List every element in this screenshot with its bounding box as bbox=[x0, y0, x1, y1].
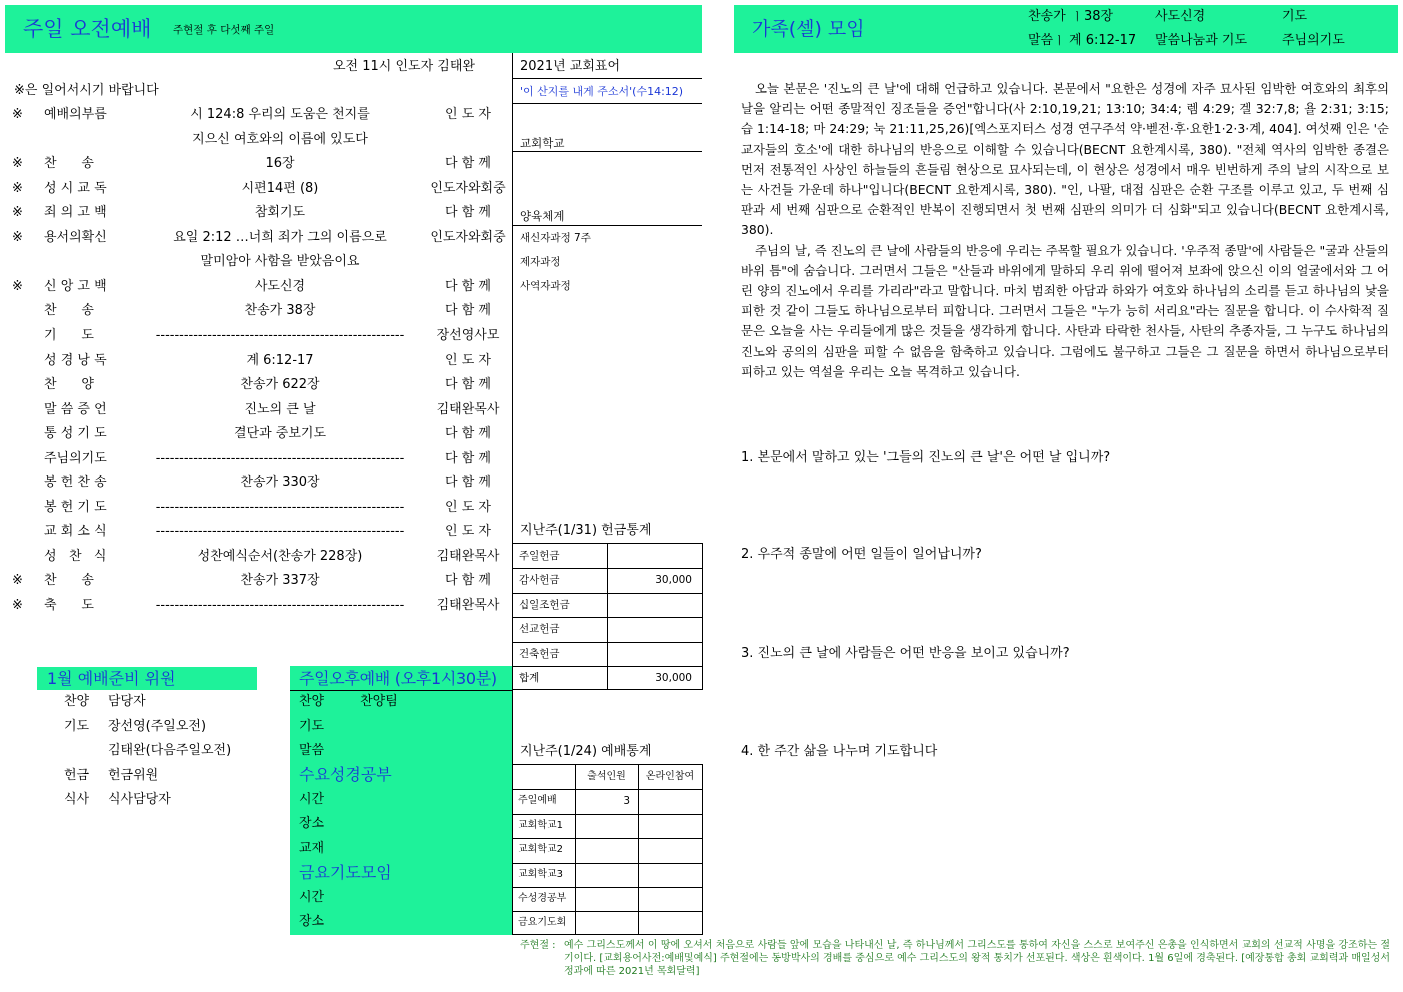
stand-mark: ※ bbox=[12, 107, 23, 122]
prayer-label: 기도 bbox=[1282, 9, 1308, 24]
afternoon-value: 찬양팀 bbox=[360, 694, 398, 709]
order-item-name: 축 도 bbox=[44, 598, 94, 613]
service-order-row bbox=[12, 398, 507, 422]
order-item-leader: 다 함 께 bbox=[445, 303, 491, 319]
service-order-row bbox=[12, 520, 507, 544]
footer-text: 예수 그리스도께서 이 땅에 오셔서 처음으로 사람들 앞에 모습을 나타내신 날, 즉 하나님께서 그리스도를 통하여 자신을 스스로 보여주신 은총을 인식하면서 교회의 선교적 사명을 강조하는 절기이다. [교회용어사전:예배및예식] 주현절에는 동방박사의 경배를 중심으로 예수 그리스도의 왕적 통치가 선포된다. 색상은 흰색이다. 1월 6일에 경축된다. [예장통합 총회 교회력과 매일성서정과에 따른 2021년 목회달력] bbox=[564, 940, 1390, 977]
order-item-name: 용서의확신 bbox=[44, 229, 107, 245]
motto-bottom-line bbox=[512, 103, 702, 104]
order-item-content: ----------------------------------------------------- bbox=[155, 327, 405, 343]
article-paragraph: 주님의 날, 즉 진노의 큰 날에 사람들의 반응에 우리는 주목할 필요가 있습니다. '우주적 종말'에 사람들은 "굴과 산들의 바위 틈"에 숨습니다. 그러면서 그들은 "산들과 바위에게 말하되 우리 위에 떨어져 보좌에 앉으신 이의 얼굴에서와 그 어린 양의 진노에서 우리를 가리라"라고 말합니다. 마치 범죄한 아담과 하와가 여호와 하나님의 소리를 듣고 하나님의 낯을 피한 것 같이 그들도 하나님으로부터 피합니다. 그러면서 그들은 "누가 능히 서리요"라는 질문을 합니다. 이 수사학적 질문은 오늘을 사는 우리들에게 많은 것들을 생각하게 합니다. 사탄과 타락한 천사들, 사탄의 추종자들, 그 누구도 하나님의 진노와 공의의 심판을 피할 수 없음을 함축하고 있습니다. 그럼에도 불구하고 그들은 그 질문을 하면서 하나님으로부터 피하고 있는 역설을 우리는 오늘 목격하고 있습니다. bbox=[741, 242, 1389, 379]
order-item-name: 주님의기도 bbox=[44, 450, 107, 466]
attendance-label: 교회학교3 bbox=[518, 868, 564, 880]
order-item-content: 찬송가 337장 bbox=[240, 573, 320, 589]
service-order-row bbox=[12, 324, 507, 348]
prep-role: 헌금 bbox=[64, 767, 90, 783]
service-order-row bbox=[12, 422, 507, 446]
order-item-leader: 다 함 께 bbox=[445, 156, 491, 172]
service-order-row bbox=[12, 349, 507, 373]
order-item-leader: 다 함 께 bbox=[445, 377, 491, 393]
service-order-row bbox=[12, 177, 507, 201]
service-order-row bbox=[12, 569, 507, 593]
cell-meeting-title: 가족(셀) 모임 bbox=[752, 18, 865, 40]
order-item-leader: 다 함 께 bbox=[445, 205, 491, 221]
order-item-name: 찬 양 bbox=[44, 377, 94, 393]
service-order-row bbox=[12, 496, 507, 520]
edu-item: 새신자과정 7주 bbox=[520, 232, 591, 244]
order-item-content: 말미암아 사함을 받았음이요 bbox=[200, 254, 360, 270]
service-subtitle: 주현절 후 다섯째 주일 bbox=[173, 24, 275, 36]
order-item-content: 찬송가 38장 bbox=[244, 303, 316, 319]
hymn-key: 찬송가 bbox=[1028, 9, 1066, 24]
wednesday-row: 장소 bbox=[299, 816, 325, 831]
order-item-leader: 인 도 자 bbox=[445, 499, 491, 515]
service-order-row bbox=[12, 275, 507, 299]
stand-mark: ※ bbox=[12, 573, 23, 589]
question: 4. 한 주간 삶을 나누며 기도합니다 bbox=[741, 744, 938, 759]
order-item-content: 시편14편 (8) bbox=[241, 180, 319, 196]
order-item-leader: 인 도 자 bbox=[445, 524, 491, 540]
afternoon-title: 주일오후예배 (오후1시30분) bbox=[299, 669, 497, 688]
order-item-name: 기 도 bbox=[44, 327, 94, 343]
order-item-content: 16장 bbox=[265, 156, 295, 172]
order-item-content: 사도신경 bbox=[254, 278, 306, 294]
word-value: 계 6:12-17 bbox=[1069, 33, 1137, 48]
order-item-content: 성찬예식순서(찬송가 228장) bbox=[197, 548, 363, 564]
question: 3. 진노의 큰 날에 사람들은 어떤 반응을 보이고 있습니까? bbox=[741, 646, 1070, 661]
order-item-name: 찬 송 bbox=[44, 156, 94, 172]
question: 2. 우주적 종말에 어떤 일들이 일어납니까? bbox=[741, 547, 982, 562]
order-item-content: 결단과 중보기도 bbox=[233, 426, 327, 442]
stand-mark: ※ bbox=[12, 229, 23, 245]
order-item-content: 찬송가 330장 bbox=[240, 475, 320, 491]
motto-label: 2021년 교회표어 bbox=[520, 59, 621, 74]
offering-value: 30,000 bbox=[655, 574, 692, 587]
service-order-row bbox=[12, 471, 507, 495]
attendance-header: 온라인참여 bbox=[645, 771, 695, 782]
service-order-row bbox=[12, 545, 507, 569]
article bbox=[741, 79, 1389, 382]
edu-item: 사역자과정 bbox=[520, 280, 571, 292]
stand-mark: ※ bbox=[12, 205, 23, 221]
order-item-leader: 김태완목사 bbox=[436, 598, 500, 613]
service-order-row bbox=[12, 299, 507, 323]
motto-text: '이 산지를 내게 주소서'(수14:12) bbox=[520, 85, 684, 98]
order-item-name: 예배의부름 bbox=[44, 107, 107, 122]
order-item-name: 신 앙 고 백 bbox=[44, 278, 107, 294]
stand-mark: ※ bbox=[12, 180, 23, 196]
prep-person: 김태완(다음주일오전) bbox=[108, 743, 232, 758]
order-item-leader: 다 함 께 bbox=[445, 450, 491, 466]
offering-table bbox=[512, 543, 703, 690]
order-item-name: 성 경 낭 독 bbox=[44, 352, 107, 368]
lords-prayer-label: 주님의기도 bbox=[1282, 33, 1345, 48]
order-item-leader: 인도자와회중 bbox=[430, 180, 506, 196]
offering-label: 합계 bbox=[519, 672, 540, 684]
offering-label: 건축헌금 bbox=[519, 647, 560, 660]
footer-note bbox=[520, 939, 1392, 978]
order-item-content: 계 6:12-17 bbox=[246, 352, 314, 368]
prep-title-bar bbox=[37, 667, 257, 690]
creed-label: 사도신경 bbox=[1155, 9, 1206, 24]
service-order-row bbox=[12, 103, 507, 127]
offering-label: 선교헌금 bbox=[519, 623, 560, 636]
order-item-leader: 다 함 께 bbox=[445, 475, 491, 491]
order-item-name: 봉 헌 기 도 bbox=[44, 499, 107, 515]
service-order-row bbox=[12, 250, 507, 274]
order-item-content: 요일 2:12 …너희 죄가 그의 이름으로 bbox=[173, 229, 387, 245]
afternoon-row-word: 말씀 bbox=[299, 743, 325, 758]
attendance-header: 출석인원 bbox=[587, 771, 626, 782]
order-item-content: ----------------------------------------------------- bbox=[155, 499, 405, 515]
prep-title: 1월 예배준비 위원 bbox=[47, 669, 176, 688]
service-order-row bbox=[12, 373, 507, 397]
offering-label: 주일헌금 bbox=[519, 550, 560, 562]
order-item-name: 말 씀 증 언 bbox=[44, 401, 107, 417]
prep-person: 식사담당자 bbox=[108, 792, 171, 807]
prep-role: 기도 bbox=[64, 718, 90, 734]
edu-item: 제자과정 bbox=[520, 256, 561, 268]
stand-mark: ※ bbox=[12, 598, 23, 613]
right-header-bar bbox=[734, 5, 1398, 53]
service-title: 주일 오전예배 bbox=[23, 17, 152, 41]
service-order-row bbox=[12, 594, 507, 618]
afternoon-box bbox=[290, 666, 512, 935]
left-header-bar bbox=[5, 5, 702, 53]
offering-label: 십일조헌금 bbox=[519, 598, 570, 611]
service-order-row bbox=[12, 152, 507, 176]
wednesday-row: 시간 bbox=[299, 792, 325, 807]
attendance-label: 교회학교2 bbox=[518, 844, 564, 856]
wednesday-title: 수요성경공부 bbox=[299, 765, 392, 784]
wednesday-row: 교재 bbox=[299, 841, 325, 856]
prep-person: 담당자 bbox=[108, 694, 146, 709]
divider-mark: ㅣ bbox=[1072, 10, 1083, 23]
order-item-content: 지으신 여호와의 이름에 있도다 bbox=[192, 131, 368, 147]
order-item-content: 진노의 큰 날 bbox=[244, 401, 316, 417]
word-key: 말씀 bbox=[1028, 33, 1054, 48]
divider-mark: ㅣ bbox=[1054, 34, 1065, 47]
stand-mark: ※ bbox=[12, 156, 23, 172]
order-item-content: 찬송가 622장 bbox=[240, 377, 320, 393]
order-item-content: 시 124:8 우리의 도움은 천지를 bbox=[190, 107, 370, 122]
friday-row: 시간 bbox=[299, 890, 325, 905]
attendance-label: 금요기도회 bbox=[518, 917, 567, 929]
order-item-name: 찬 송 bbox=[44, 303, 94, 319]
hymn-value: 38장 bbox=[1084, 9, 1114, 24]
attendance-title: 지난주(1/24) 예배통계 bbox=[520, 744, 652, 759]
order-item-content: 참회기도 bbox=[254, 205, 306, 221]
offering-title: 지난주(1/31) 헌금통계 bbox=[520, 523, 652, 538]
order-item-leader: 김태완목사 bbox=[436, 548, 500, 564]
attendance-table bbox=[512, 764, 703, 935]
edu-label: 양육체계 bbox=[520, 209, 565, 223]
order-item-name: 통 성 기 도 bbox=[44, 426, 107, 442]
order-item-leader: 장선영사모 bbox=[436, 327, 500, 343]
afternoon-key: 찬양 bbox=[299, 694, 325, 709]
service-order-row bbox=[12, 447, 507, 471]
afternoon-row-praise bbox=[299, 690, 398, 715]
stand-mark: ※ bbox=[12, 278, 23, 294]
attendance-label: 주일예배 bbox=[518, 795, 557, 807]
prep-person: 헌금위원 bbox=[108, 767, 159, 783]
prep-role: 식사 bbox=[64, 792, 90, 807]
offering-label: 감사헌금 bbox=[519, 574, 560, 587]
sharing-label: 말씀나눔과 기도 bbox=[1155, 33, 1248, 48]
service-order-row bbox=[12, 226, 507, 250]
service-order-row bbox=[12, 201, 507, 225]
order-item-content: ----------------------------------------------------- bbox=[155, 450, 405, 466]
order-item-leader: 인 도 자 bbox=[445, 352, 491, 368]
friday-title: 금요기도모임 bbox=[299, 863, 392, 882]
school-line bbox=[512, 151, 702, 152]
order-item-leader: 인도자와회중 bbox=[430, 229, 506, 245]
order-item-leader: 김태완목사 bbox=[436, 401, 500, 417]
service-order-row bbox=[12, 128, 507, 152]
order-item-name: 봉 헌 찬 송 bbox=[44, 475, 107, 491]
friday-row: 장소 bbox=[299, 914, 325, 929]
prep-person: 장선영(주일오전) bbox=[108, 718, 207, 734]
order-item-leader: 다 함 께 bbox=[445, 426, 491, 442]
question: 1. 본문에서 말하고 있는 '그들의 진노의 큰 날'은 어떤 날 입니까? bbox=[741, 450, 1111, 465]
attendance-label: 수성경공부 bbox=[518, 893, 567, 904]
school-label: 교회학교 bbox=[520, 136, 565, 150]
article-paragraph: 오늘 본문은 '진노의 큰 날'에 대해 언급하고 있습니다. 본문에서 "요한은 성경에 자주 묘사된 임박한 여호와의 최후의 날을 알리는 어떤 종말적인 징조들을 증언"합니다(사 2:10,19,21; 13:10; 34:4; 렘 4:29; 겔 32:7,8; 욜 2:31; 3:15; 습 1:14-18; 마 24:29; 눅 21:11,25,26)[엑스포지터스 성경 연구주석 약·벧전·후·요한1·2·3·계, 404]. 여섯째 인은 '순교자들의 호소'에 대한 하나님의 반응으로 이해할 수 있습니다(BECNT 요한계시록, 380). "전체 역사의 임박한 종결은 먼저 전통적인 사상인 하늘들의 흔들림 현상으로 묘사되는데, 이 현상은 성경에서 매우 빈번하게 주의 날의 시작으로 보는 사건들 가운데 하나"입니다(BECNT 요한계시록, 380). "인, 나팔, 대접 심판은 순환 구조를 이루고 있고, 두 번째 심판과 세 번째 심판으로 순환적인 반복이 진행되면서 첫 번째 심판의 의미가 더 심화"되고 있습니다(BECNT 요한계시록, 380). bbox=[741, 81, 1389, 238]
order-item-name: 성 시 교 독 bbox=[44, 180, 107, 196]
attendance-count: 3 bbox=[623, 795, 630, 808]
stand-note: ※은 일어서시기 바랍니다 bbox=[14, 83, 159, 98]
order-item-content: ----------------------------------------------------- bbox=[155, 524, 405, 540]
prep-role: 찬양 bbox=[64, 694, 90, 709]
order-item-name: 찬 송 bbox=[44, 573, 94, 589]
afternoon-row-prayer: 기도 bbox=[299, 719, 325, 734]
order-item-leader: 다 함 께 bbox=[445, 573, 491, 589]
order-item-content: ----------------------------------------------------- bbox=[155, 598, 405, 613]
attendance-label: 교회학교1 bbox=[518, 819, 564, 831]
order-item-leader: 인 도 자 bbox=[445, 107, 491, 122]
footer-label: 주현절 : bbox=[520, 940, 556, 951]
order-item-name: 죄 의 고 백 bbox=[44, 205, 107, 221]
order-item-name: 성 찬 식 bbox=[44, 548, 107, 564]
order-item-name: 교 회 소 식 bbox=[44, 524, 107, 540]
leader-line: 오전 11시 인도자 김태완 bbox=[333, 59, 475, 74]
order-item-leader: 다 함 께 bbox=[445, 278, 491, 294]
offering-value: 30,000 bbox=[655, 672, 692, 684]
